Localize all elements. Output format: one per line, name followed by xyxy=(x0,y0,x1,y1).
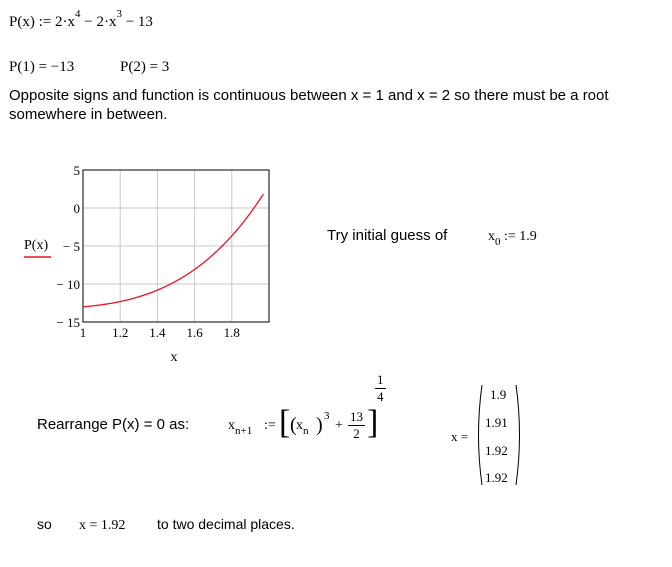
plot xyxy=(0,160,290,370)
inner-term xyxy=(296,418,309,437)
y-tick-label: − 10 xyxy=(56,277,80,292)
x-tick-label: 1.8 xyxy=(223,325,240,340)
vector-value-1: 1.9 xyxy=(490,387,507,402)
guess-sub: 0 xyxy=(495,236,501,248)
constant-term: 13 xyxy=(137,14,153,30)
formula-assign: := xyxy=(264,418,276,433)
y-tick-label: − 5 xyxy=(62,239,80,254)
term-1: 2·x xyxy=(54,14,75,30)
rearrange-label: Rearrange P(x) = 0 as: xyxy=(37,416,190,433)
vector-value-4: 1.92 xyxy=(485,470,508,485)
y-tick-label: 0 xyxy=(73,201,80,216)
exponent-2: 3 xyxy=(116,8,122,20)
guess-assign: := 1.9 xyxy=(504,229,537,244)
plus-operator: + xyxy=(335,418,343,433)
guess-expression xyxy=(488,229,537,248)
lhs-var: x xyxy=(228,418,235,433)
x-tick-label: 1.6 xyxy=(186,325,203,340)
x-axis-label: x xyxy=(170,350,178,365)
outer-exponent xyxy=(375,372,386,405)
guess-var: x xyxy=(488,229,495,244)
vector-value-3: 1.92 xyxy=(485,443,508,458)
outer-exponent-num: 1 xyxy=(377,372,384,387)
inner-close-paren: ) xyxy=(316,414,323,436)
term-2: 2·x xyxy=(96,14,117,30)
minus-2: − xyxy=(125,14,135,30)
series-line xyxy=(83,194,263,307)
assign-operator: := xyxy=(38,14,52,30)
guess-label: Try initial guess of xyxy=(327,227,448,244)
conclusion-result: x = 1.92 xyxy=(79,518,126,533)
inner-sub: n xyxy=(303,425,309,437)
x-tick-label: 1.2 xyxy=(112,325,129,340)
vector-lhs: x = xyxy=(451,429,469,444)
conclusion-tail: to two decimal places. xyxy=(157,516,295,532)
y-tick-label: 5 xyxy=(73,163,80,178)
fraction-denominator: 2 xyxy=(353,426,360,441)
eval-p2: P(2) = 3 xyxy=(120,59,170,75)
fraction xyxy=(348,409,365,442)
formula-lhs xyxy=(228,418,253,437)
x-tick-label: 1.4 xyxy=(149,325,166,340)
right-bracket: ] xyxy=(367,404,379,441)
iteration-formula xyxy=(226,370,396,460)
inner-open-paren: ( xyxy=(290,414,297,436)
vector-value-2: 1.91 xyxy=(485,415,508,430)
inner-var: x xyxy=(296,418,303,433)
inner-exponent: 3 xyxy=(324,410,330,422)
minus-1: − xyxy=(84,14,93,30)
y-axis-label: P(x) xyxy=(24,238,49,253)
outer-exponent-den: 4 xyxy=(377,389,384,404)
conclusion-so: so xyxy=(37,516,52,532)
function-definition xyxy=(9,8,153,31)
plot-grid xyxy=(83,170,269,322)
eval-p1: P(1) = −13 xyxy=(9,59,75,75)
left-bracket: [ xyxy=(279,404,291,441)
definition-lhs: P(x) xyxy=(9,14,35,30)
note-line-2: somewhere in between. xyxy=(9,106,168,123)
note-line-1: Opposite signs and function is continuous between x = 1 and x = 2 so there must be a root xyxy=(9,87,609,104)
x-tick-label: 1 xyxy=(79,325,87,340)
exponent-1: 4 xyxy=(74,8,81,20)
y-tick-label: − 15 xyxy=(56,315,80,330)
fraction-numerator: 13 xyxy=(350,409,363,424)
lhs-sub: n+1 xyxy=(235,425,253,437)
